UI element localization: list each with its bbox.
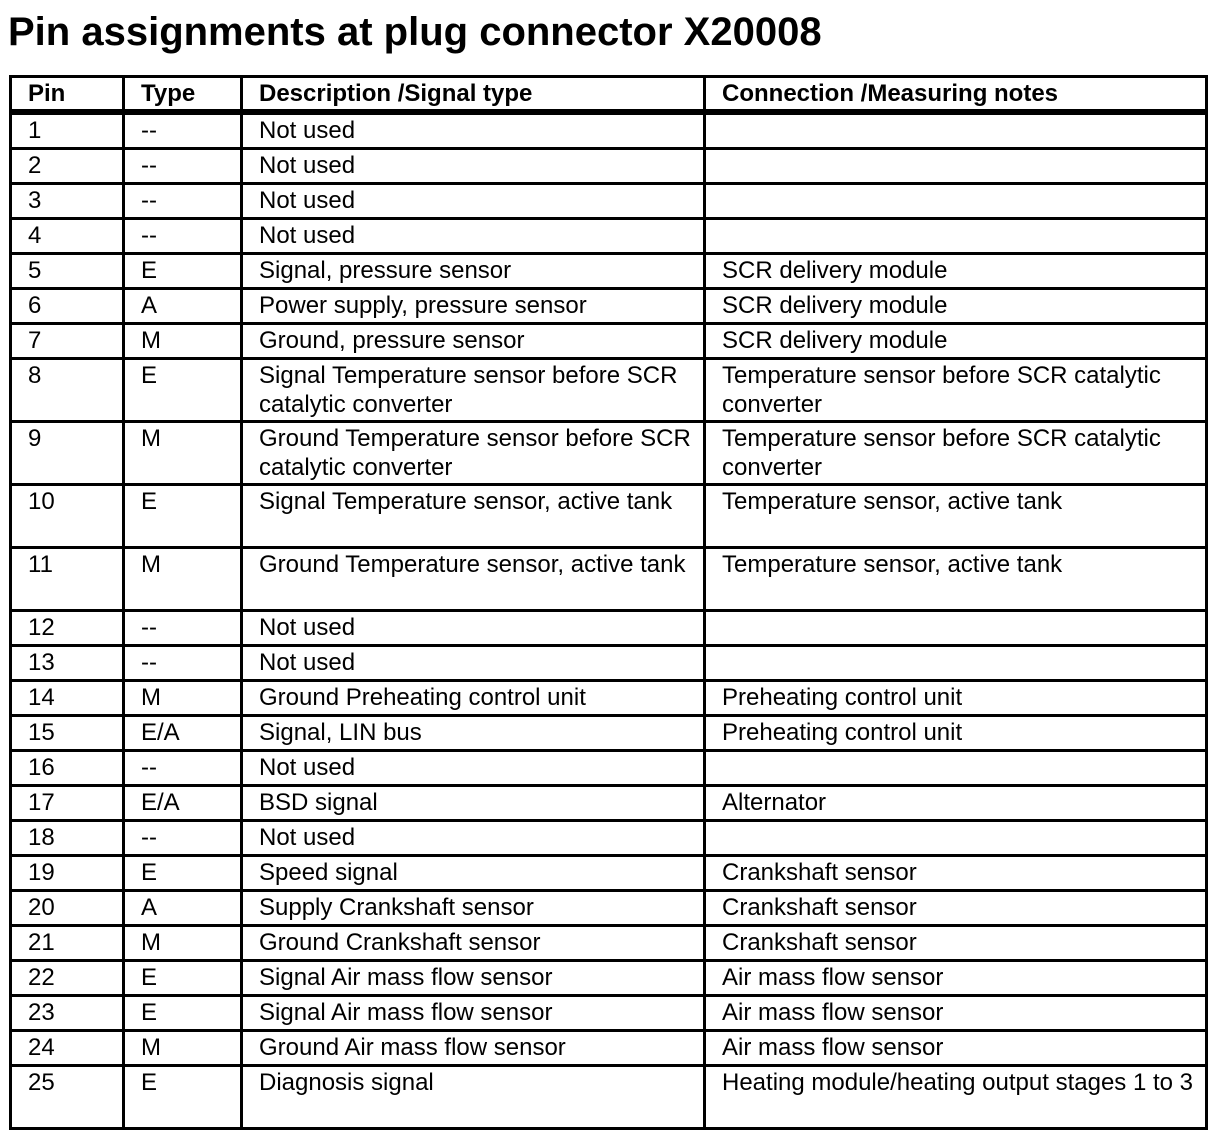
cell-pin: 2 <box>11 149 124 184</box>
cell-pin: 7 <box>11 324 124 359</box>
cell-type: M <box>124 926 242 961</box>
table-row <box>11 254 1207 289</box>
cell-pin: 10 <box>11 485 124 548</box>
cell-connection: Crankshaft sensor <box>705 926 1207 961</box>
cell-connection <box>705 611 1207 646</box>
cell-pin: 24 <box>11 1031 124 1066</box>
cell-description: Signal Air mass flow sensor <box>242 996 705 1031</box>
cell-type: -- <box>124 112 242 149</box>
cell-type: -- <box>124 219 242 254</box>
cell-description: Ground Preheating control unit <box>242 681 705 716</box>
cell-description: Signal Temperature sensor before SCR catalytic converter <box>242 359 705 422</box>
cell-type: -- <box>124 751 242 786</box>
table-row <box>11 1031 1207 1066</box>
cell-pin: 9 <box>11 422 124 485</box>
cell-description: Ground, pressure sensor <box>242 324 705 359</box>
cell-description: Ground Temperature sensor before SCR catalytic converter <box>242 422 705 485</box>
cell-connection <box>705 149 1207 184</box>
table-row <box>11 1066 1207 1129</box>
cell-type: E <box>124 254 242 289</box>
table-row <box>11 856 1207 891</box>
cell-pin: 3 <box>11 184 124 219</box>
cell-type: E <box>124 996 242 1031</box>
table-row <box>11 786 1207 821</box>
cell-type: M <box>124 548 242 611</box>
cell-connection: SCR delivery module <box>705 324 1207 359</box>
cell-pin: 20 <box>11 891 124 926</box>
cell-description: Signal, pressure sensor <box>242 254 705 289</box>
table-row <box>11 716 1207 751</box>
cell-type: M <box>124 1031 242 1066</box>
cell-pin: 5 <box>11 254 124 289</box>
cell-type: E <box>124 359 242 422</box>
cell-description: Ground Air mass flow sensor <box>242 1031 705 1066</box>
table-row <box>11 681 1207 716</box>
table-row <box>11 821 1207 856</box>
cell-connection <box>705 219 1207 254</box>
table-row <box>11 422 1207 485</box>
table-row <box>11 961 1207 996</box>
table-row <box>11 324 1207 359</box>
cell-type: M <box>124 681 242 716</box>
cell-pin: 15 <box>11 716 124 751</box>
cell-description: Diagnosis signal <box>242 1066 705 1129</box>
cell-pin: 8 <box>11 359 124 422</box>
table-row <box>11 646 1207 681</box>
cell-pin: 12 <box>11 611 124 646</box>
cell-type: E <box>124 1066 242 1129</box>
cell-connection: Preheating control unit <box>705 681 1207 716</box>
cell-pin: 25 <box>11 1066 124 1129</box>
cell-description: Signal, LIN bus <box>242 716 705 751</box>
cell-connection: Temperature sensor before SCR catalytic converter <box>705 422 1207 485</box>
cell-type: E <box>124 485 242 548</box>
cell-type: M <box>124 324 242 359</box>
table-row <box>11 996 1207 1031</box>
cell-description: Not used <box>242 149 705 184</box>
table-header-row <box>11 77 1207 113</box>
table-row <box>11 751 1207 786</box>
table-row <box>11 891 1207 926</box>
cell-type: -- <box>124 821 242 856</box>
cell-connection: Alternator <box>705 786 1207 821</box>
cell-type: E <box>124 961 242 996</box>
cell-type: E/A <box>124 786 242 821</box>
cell-description: Signal Air mass flow sensor <box>242 961 705 996</box>
cell-pin: 1 <box>11 112 124 149</box>
cell-description: Power supply, pressure sensor <box>242 289 705 324</box>
cell-connection: Temperature sensor, active tank <box>705 548 1207 611</box>
cell-description: Not used <box>242 611 705 646</box>
cell-pin: 18 <box>11 821 124 856</box>
cell-pin: 4 <box>11 219 124 254</box>
cell-type: -- <box>124 646 242 681</box>
cell-description: Signal Temperature sensor, active tank <box>242 485 705 548</box>
cell-description: Speed signal <box>242 856 705 891</box>
cell-pin: 13 <box>11 646 124 681</box>
cell-pin: 23 <box>11 996 124 1031</box>
cell-description: Not used <box>242 184 705 219</box>
cell-connection <box>705 112 1207 149</box>
cell-connection: Crankshaft sensor <box>705 856 1207 891</box>
cell-connection: Temperature sensor, active tank <box>705 485 1207 548</box>
cell-pin: 11 <box>11 548 124 611</box>
table-row <box>11 289 1207 324</box>
table-row <box>11 112 1207 149</box>
page-title: Pin assignments at plug connector X20008 <box>8 10 822 54</box>
cell-connection: Air mass flow sensor <box>705 996 1207 1031</box>
cell-type: -- <box>124 184 242 219</box>
cell-pin: 19 <box>11 856 124 891</box>
cell-connection: SCR delivery module <box>705 289 1207 324</box>
cell-description: Not used <box>242 112 705 149</box>
cell-connection: Temperature sensor before SCR catalytic converter <box>705 359 1207 422</box>
cell-pin: 16 <box>11 751 124 786</box>
cell-description: Supply Crankshaft sensor <box>242 891 705 926</box>
cell-connection <box>705 751 1207 786</box>
table-row <box>11 184 1207 219</box>
cell-pin: 14 <box>11 681 124 716</box>
cell-description: Ground Temperature sensor, active tank <box>242 548 705 611</box>
cell-connection: Preheating control unit <box>705 716 1207 751</box>
cell-pin: 22 <box>11 961 124 996</box>
cell-connection: Air mass flow sensor <box>705 961 1207 996</box>
table-row <box>11 219 1207 254</box>
cell-connection <box>705 184 1207 219</box>
cell-connection <box>705 646 1207 681</box>
cell-type: -- <box>124 611 242 646</box>
header-connection: Connection /Measuring notes <box>705 77 1207 113</box>
cell-description: Not used <box>242 751 705 786</box>
header-description: Description /Signal type <box>242 77 705 113</box>
cell-type: E/A <box>124 716 242 751</box>
table-row <box>11 611 1207 646</box>
cell-connection: Air mass flow sensor <box>705 1031 1207 1066</box>
cell-connection: SCR delivery module <box>705 254 1207 289</box>
cell-type: A <box>124 891 242 926</box>
cell-type: E <box>124 856 242 891</box>
cell-type: -- <box>124 149 242 184</box>
cell-pin: 17 <box>11 786 124 821</box>
header-pin: Pin <box>11 77 124 113</box>
cell-pin: 21 <box>11 926 124 961</box>
table-row <box>11 926 1207 961</box>
pin-assignment-table <box>9 75 1208 1130</box>
cell-description: Not used <box>242 821 705 856</box>
table-row <box>11 149 1207 184</box>
table-row <box>11 548 1207 611</box>
cell-description: Not used <box>242 219 705 254</box>
cell-description: Not used <box>242 646 705 681</box>
cell-type: M <box>124 422 242 485</box>
cell-description: Ground Crankshaft sensor <box>242 926 705 961</box>
cell-connection: Heating module/heating output stages 1 to 3 <box>705 1066 1207 1129</box>
cell-pin: 6 <box>11 289 124 324</box>
cell-connection <box>705 821 1207 856</box>
table-row <box>11 485 1207 548</box>
cell-description: BSD signal <box>242 786 705 821</box>
cell-connection: Crankshaft sensor <box>705 891 1207 926</box>
header-type: Type <box>124 77 242 113</box>
cell-type: A <box>124 289 242 324</box>
table-row <box>11 359 1207 422</box>
